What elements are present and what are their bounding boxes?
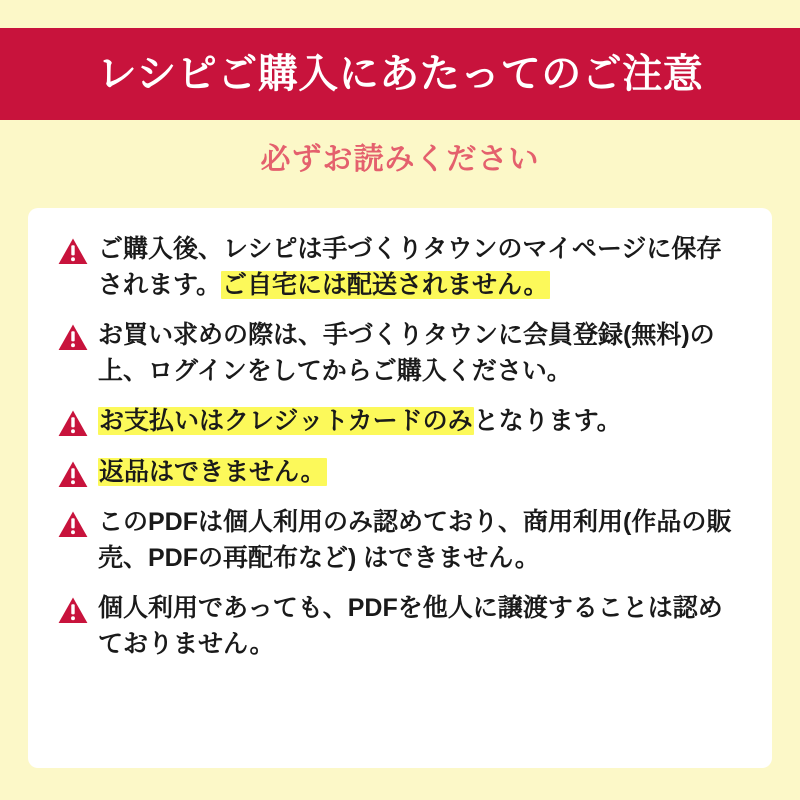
highlighted-text: 返品はできません。 <box>99 457 326 486</box>
notice-item <box>58 318 742 389</box>
notice-item <box>58 455 742 491</box>
notice-item <box>58 591 742 662</box>
notice-text <box>98 404 742 440</box>
plain-text: お買い求めの際は、手づくりタウンに会員登録(無料)の上、ログインをしてからご購入ください。 <box>98 321 715 385</box>
notice-list <box>58 232 742 662</box>
warning-icon <box>58 461 88 488</box>
notice-card <box>28 208 772 768</box>
sub-heading: 必ずお読みください <box>260 143 540 176</box>
highlighted-text: ご自宅には配送されません。 <box>222 270 549 299</box>
warning-icon <box>58 410 88 437</box>
notice-item <box>58 404 742 440</box>
warning-icon <box>58 324 88 351</box>
notice-item <box>58 505 742 576</box>
notice-text <box>98 455 742 491</box>
plain-text: このPDFは個人利用のみ認めており、商用利用(作品の販売、PDFの再配布など) はできません。 <box>98 508 732 572</box>
warning-icon <box>58 511 88 538</box>
plain-text: ご購入後、レシピは手づくりタウンのマイページに保存されます。 <box>98 235 722 299</box>
page-title: レシピご購入にあたってのご注意 <box>96 52 704 96</box>
warning-icon <box>58 238 88 265</box>
notice-text <box>98 505 742 576</box>
plain-text: 個人利用であっても、PDFを他人に譲渡することは認めておりません。 <box>98 594 723 658</box>
notice-text <box>98 591 742 662</box>
highlighted-text: お支払いはクレジットカードのみ <box>99 407 473 435</box>
notice-item <box>58 232 742 303</box>
warning-icon <box>58 597 88 624</box>
notice-text <box>98 318 742 389</box>
header-band <box>0 28 800 120</box>
notice-text <box>98 232 742 303</box>
plain-text: となります。 <box>473 407 622 435</box>
